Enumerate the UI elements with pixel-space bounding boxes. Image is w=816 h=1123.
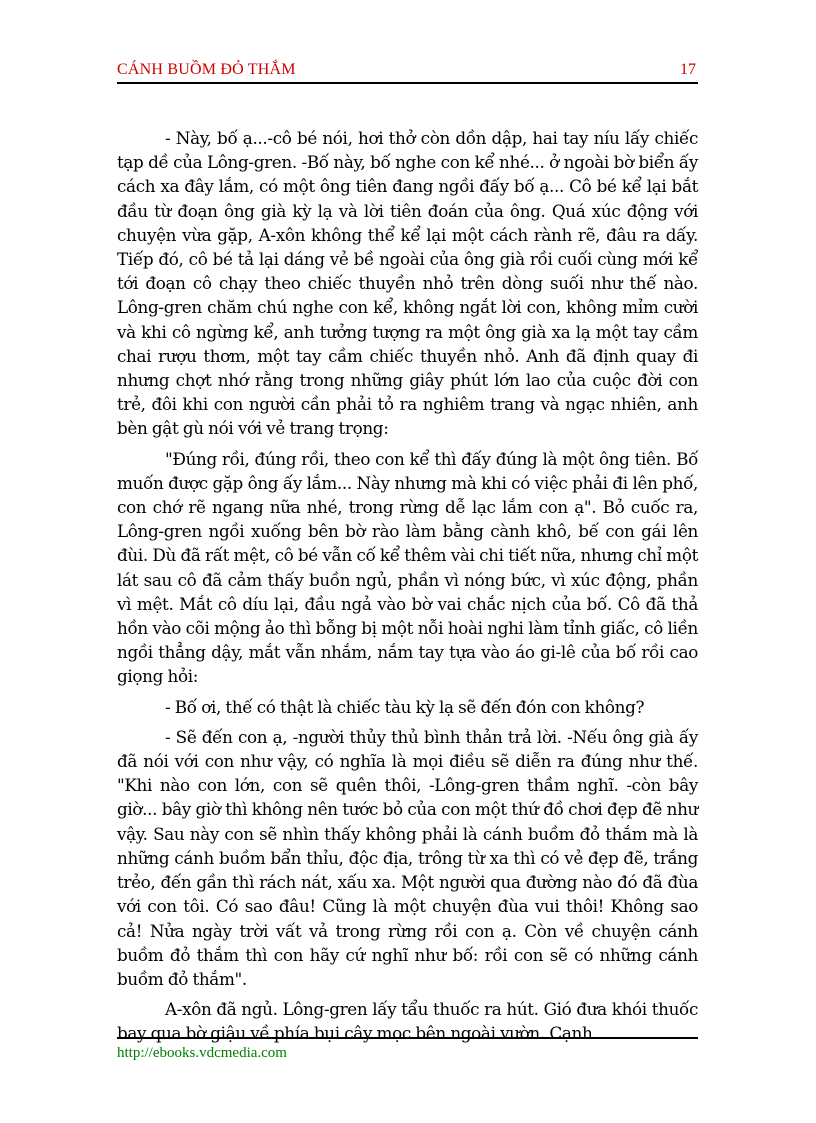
paragraph: "Đúng rồi, đúng rồi, theo con kể thì đấy đúng là một ông tiên. Bố muốn được gặp ông ấy lắm... Này nhưng mà khi có việc phải đi lên phố, con chớ rẽ ngang nữa nhé, trong rừng dễ lạc lắm con ạ". Bỏ cuốc ra, Lông-gren ngồi xuống bên bờ rào làm bằng cành khô, bế con gái lên đùi. Dù đã rất mệt, cô bé vẫn cố kể thêm vài chi tiết nữa, nhưng chỉ một lát sau cô đã cảm thấy buồn ngủ, phần vì nóng bức, vì xúc động, phần vì mệt. Mắt cô díu lại, đầu ngả vào bờ vai chắc nịch của bố. Cô đã thả hồn vào cõi mộng ảo thì bỗng bị một nỗi hoài nghi làm tỉnh giấc, cô liền ngồi thẳng dậy, mắt vẫn nhắm, nắm tay tựa vào áo gi-lê của bố rồi cao giọng hỏi: — [117, 448, 698, 687]
page-number: 17 — [680, 61, 696, 78]
book-title: CÁNH BUỒM ĐỎ THẮM — [117, 61, 296, 78]
paragraph: - Này, bố ạ...-cô bé nói, hơi thở còn dồn dập, hai tay níu lấy chiếc tạp dề của Lông-gren. -Bố này, bố nghe con kể nhé... ở ngoài bờ biển ấy cách xa đây lắm, có một ông tiên đang ngồi đấy bố ạ... Cô bé kể lại bắt đầu từ đoạn ông già kỳ lạ và lời tiên đoán của ông. Quá xúc động với chuyện vừa gặp, A-xôn không thể kể lại một cách rành rẽ, đâu ra dấy. Tiếp đó, cô bé tả lại dáng vẻ bề ngoài của ông già rồi cuối cùng mới kể tới đoạn cô chạy theo chiếc thuyền nhỏ trên dòng suối như thế nào. Lông-gren chăm chú nghe con kể, không ngắt lời con, không mỉm cười và khi cô ngừng kể, anh tưởng tượng ra một ông già xa lạ một tay cầm chai rượu thơm, một tay cầm chiếc thuyền nhỏ. Anh đã định quay đi nhưng chợt nhớ rằng trong những giây phút lớn lao của cuộc đời con trẻ, đôi khi con người cần phải tỏ ra nghiêm trang và ngạc nhiên, anh bèn gật gù nói với vẻ trang trọng: — [117, 128, 698, 439]
page-header — [117, 60, 698, 84]
paragraph: - Sẽ đến con ạ, -người thủy thủ bình thản trả lời. -Nếu ông già ấy đã nói với con như vậy, có nghĩa là mọi điều sẽ diễn ra đúng như thế. "Khi nào con lớn, con sẽ quên thôi, -Lông-gren thầm nghĩ. -còn bây giờ... bây giờ thì không nên tước bỏ của con một thứ đồ chơi đẹp đẽ như vậy. Sau này con sẽ nhìn thấy không phải là cánh buồm đỏ thắm mà là những cánh buồm bẩn thỉu, độc địa, trông từ xa thì có vẻ đẹp đẽ, trắng trẻo, đến gần thì rách nát, xấu xa. Một người qua đường nào đó đã đùa với con tôi. Có sao đâu! Cũng là một chuyện đùa vui thôi! Không sao cả! Nửa ngày trời vất vả trong rừng rồi con ạ. Còn về chuyện cánh buồm đỏ thắm thì con hãy cứ nghĩ như bố: rồi con sẽ có những cánh buồm đỏ thắm". — [117, 726, 698, 989]
paragraph: - Bố ơi, thế có thật là chiếc tàu kỳ lạ sẽ đến đón con không? — [165, 696, 645, 717]
page-footer — [117, 1037, 698, 1061]
paragraph: A-xôn đã ngủ. Lông-gren lấy tẩu thuốc ra hút. Gió đưa khói thuốc bay qua bờ giậu về phía bụi cây mọc bên ngoài vườn. Cạnh — [117, 999, 698, 1044]
page-body — [117, 126, 698, 1052]
source-link[interactable]: http://ebooks.vdcmedia.com — [117, 1045, 287, 1061]
